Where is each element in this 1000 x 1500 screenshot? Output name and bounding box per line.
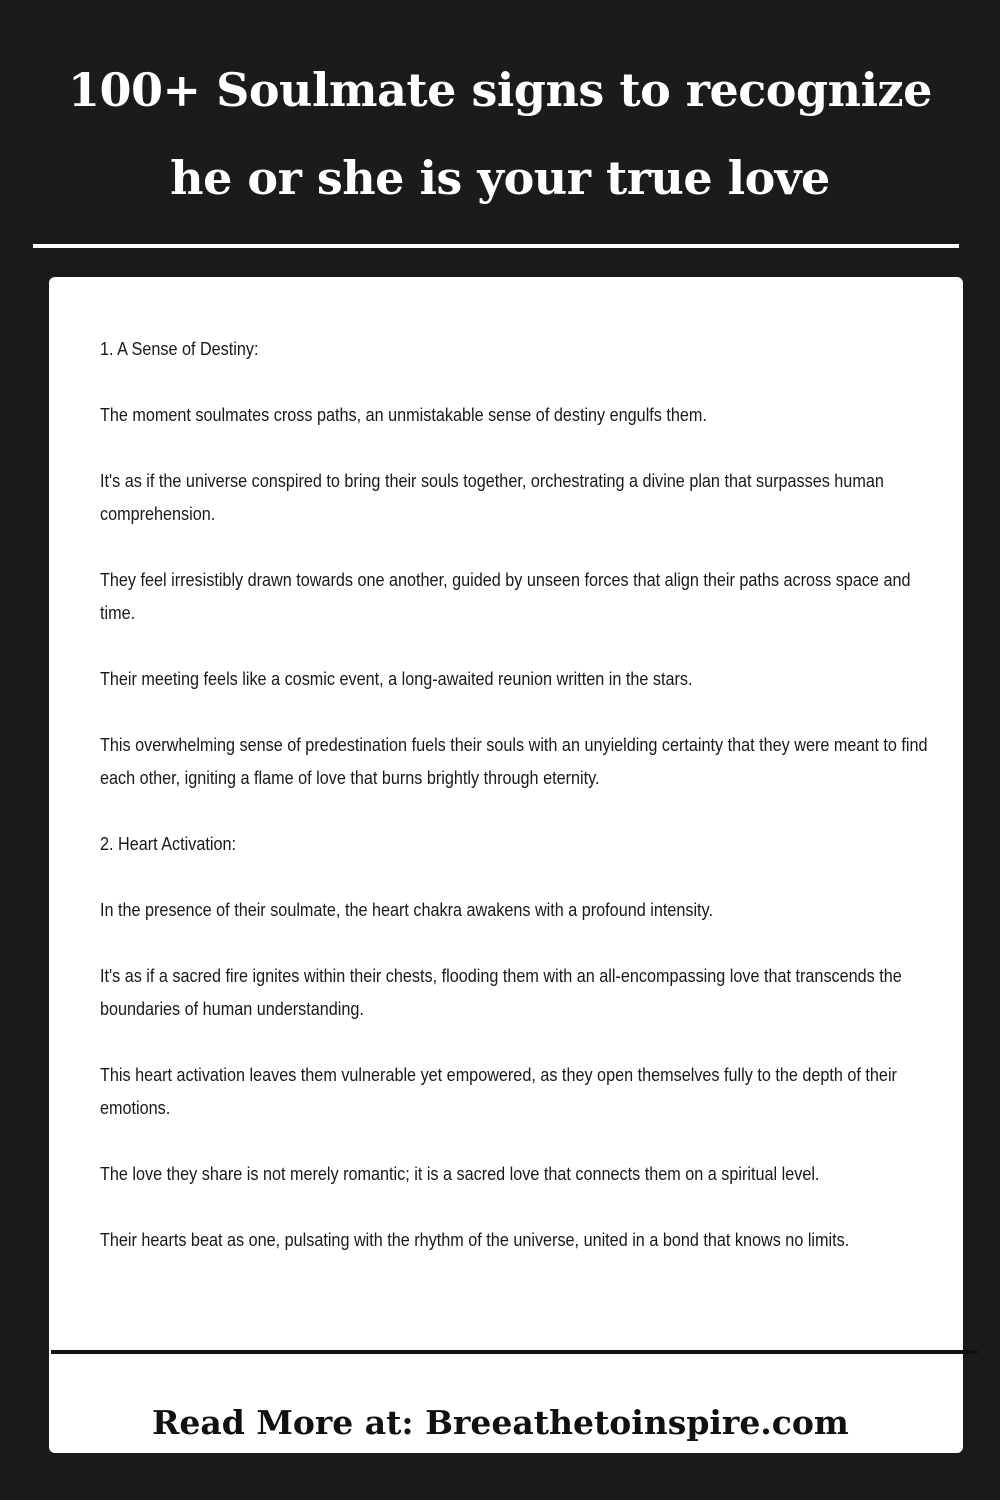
paragraph: The moment soulmates cross paths, an unmistakable sense of destiny engulfs them.	[100, 405, 707, 425]
page-title	[0, 46, 1000, 222]
paragraph: Their meeting feels like a cosmic event, a long-awaited reunion written in the stars.	[100, 669, 693, 689]
page-title-line-1: 100+ Soulmate signs to recognize	[68, 63, 932, 117]
section-heading-heart-activation: 2. Heart Activation:	[100, 834, 236, 854]
paragraph: In the presence of their soulmate, the heart chakra awakens with a profound intensity.	[100, 900, 713, 920]
section-heading-destiny: 1. A Sense of Destiny:	[100, 339, 259, 359]
paragraph: This overwhelming sense of predestination fuels their souls with an unyielding certainty that they were meant to find each other, igniting a flame of love that burns brightly through eternity.	[100, 735, 928, 788]
footer-divider	[51, 1350, 978, 1354]
paragraph: Their hearts beat as one, pulsating with the rhythm of the universe, united in a bond that knows no limits.	[100, 1230, 850, 1250]
paragraph: The love they share is not merely romantic; it is a sacred love that connects them on a spiritual level.	[100, 1164, 820, 1184]
read-more-link[interactable]: Read More at: Breeathetoinspire.com	[152, 1403, 849, 1442]
paragraph: This heart activation leaves them vulnerable yet empowered, as they open themselves fully to the depth of their emotions.	[100, 1065, 897, 1118]
article-body	[100, 333, 928, 1290]
title-divider	[33, 244, 959, 248]
paragraph: It's as if a sacred fire ignites within their chests, flooding them with an all-encompassing love that transcends the boundaries of human understanding.	[100, 966, 902, 1019]
paragraph: It's as if the universe conspired to bring their souls together, orchestrating a divine plan that surpasses human comprehension.	[100, 471, 884, 524]
paragraph: They feel irresistibly drawn towards one another, guided by unseen forces that align their paths across space and time.	[100, 570, 911, 623]
page-title-line-2: he or she is your true love	[170, 151, 830, 205]
